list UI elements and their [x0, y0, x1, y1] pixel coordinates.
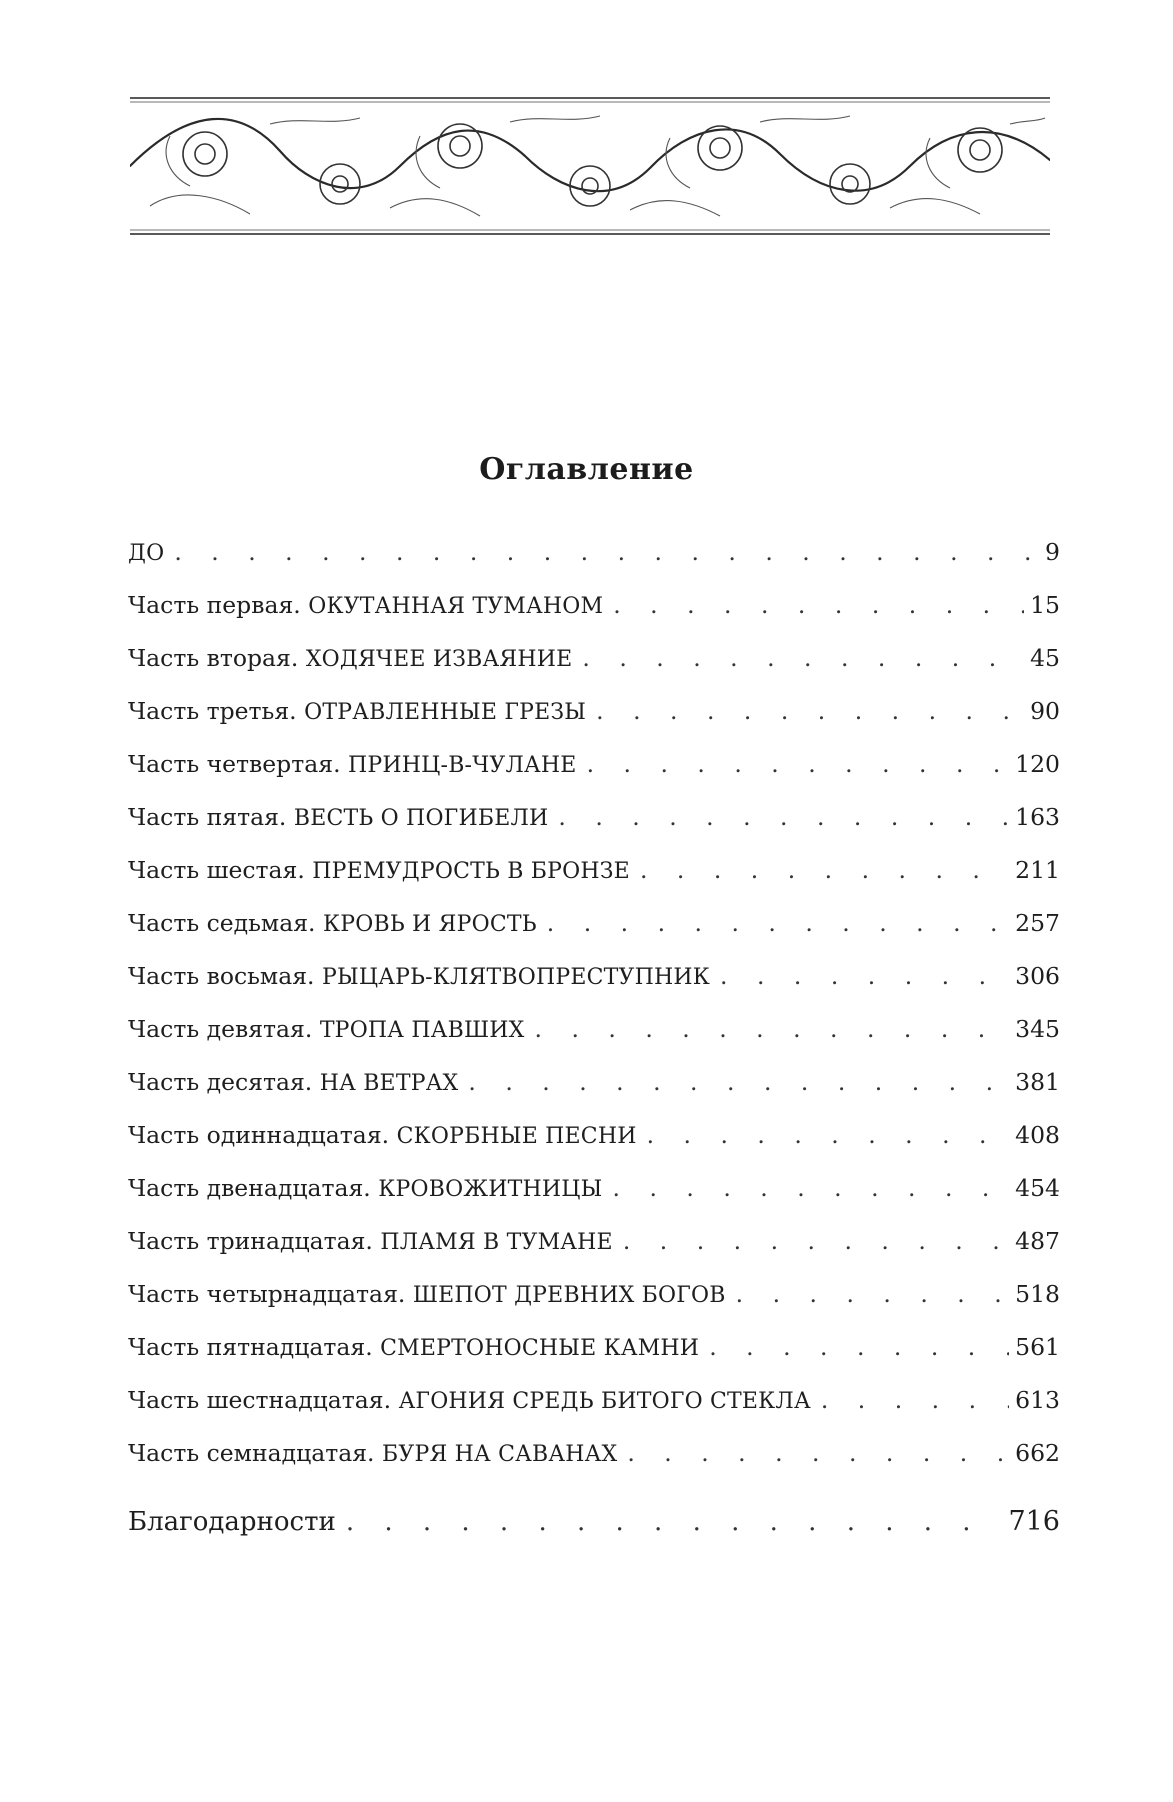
toc-entry[interactable]	[128, 962, 1060, 1015]
toc-entry-title: ШЕПОТ ДРЕВНИХ БОГОВ	[412, 1283, 726, 1308]
dot-leader	[547, 909, 1009, 937]
toc-entry-title: ХОДЯЧЕЕ ИЗВАЯНИЕ	[305, 647, 573, 672]
dot-leader	[346, 1507, 1003, 1537]
toc-entry[interactable]	[128, 538, 1060, 591]
toc-entry-title: СКОРБНЫЕ ПЕСНИ	[396, 1124, 637, 1149]
toc-entry-part: Часть шестая.	[128, 856, 313, 884]
toc-entry-page: 345	[1015, 1015, 1060, 1043]
toc-entry-page: 211	[1015, 856, 1060, 884]
toc-entry-page: 120	[1015, 750, 1060, 778]
dot-leader	[720, 962, 1009, 990]
toc-entry-title: КРОВОЖИТНИЦЫ	[378, 1177, 603, 1202]
toc-entry-label	[128, 644, 572, 672]
toc-entry-part: Часть четвертая.	[128, 750, 349, 778]
toc-entry-part: Часть вторая.	[128, 644, 306, 672]
dot-leader	[647, 1121, 1010, 1149]
toc-entry-label	[128, 697, 586, 725]
toc-entry-page: 9	[1045, 538, 1060, 566]
ornament-header	[130, 96, 1050, 236]
toc-entry-title: НА ВЕТРАХ	[319, 1071, 459, 1096]
dot-leader	[582, 644, 1024, 672]
dot-leader	[821, 1386, 1009, 1414]
table-of-contents	[128, 538, 1060, 1559]
toc-entry-part: Часть семнадцатая.	[128, 1439, 382, 1467]
toc-entry-title: БУРЯ НА САВАНАХ	[382, 1442, 618, 1467]
dot-leader	[558, 803, 1009, 831]
toc-entry-label	[128, 1439, 617, 1467]
toc-entry-label	[128, 591, 603, 619]
toc-entry-title: ДО	[128, 541, 165, 566]
toc-entry-label	[128, 1386, 811, 1414]
toc-entry-part: Часть пятнадцатая.	[128, 1333, 381, 1361]
toc-entry-page: 662	[1015, 1439, 1060, 1467]
toc-entry-label	[128, 1068, 458, 1096]
toc-entry-label	[128, 803, 548, 831]
toc-entry-label	[128, 1333, 699, 1361]
toc-entry-title: СМЕРТОНОСНЫЕ КАМНИ	[380, 1336, 700, 1361]
toc-entry-part: Часть пятая.	[128, 803, 294, 831]
toc-entry[interactable]	[128, 1174, 1060, 1227]
toc-entry[interactable]	[128, 1015, 1060, 1068]
toc-entry-title: ОТРАВЛЕННЫЕ ГРЕЗЫ	[304, 700, 587, 725]
dot-leader	[587, 750, 1010, 778]
dot-leader	[613, 1174, 1010, 1202]
toc-entry[interactable]	[128, 1280, 1060, 1333]
toc-entry-label	[128, 1280, 726, 1308]
toc-entry-label	[128, 856, 630, 884]
toc-entry-page: 716	[1008, 1506, 1060, 1537]
toc-entry-part: Часть восьмая.	[128, 962, 322, 990]
dot-leader	[623, 1227, 1009, 1255]
toc-entry-part: Часть четырнадцатая.	[128, 1280, 413, 1308]
toc-entry-title: ПРИНЦ-В-ЧУЛАНЕ	[348, 753, 577, 778]
toc-entry-label: Благодарности	[128, 1507, 336, 1537]
dot-leader	[736, 1280, 1010, 1308]
dot-leader	[468, 1068, 1009, 1096]
toc-entry[interactable]	[128, 697, 1060, 750]
toc-entry-part: Часть седьмая.	[128, 909, 323, 937]
toc-entry-part: Часть первая.	[128, 591, 309, 619]
baroque-scroll-frieze-icon	[130, 96, 1050, 236]
toc-entry-label	[128, 538, 164, 566]
toc-entry-label	[128, 1015, 525, 1043]
toc-entry-part: Часть двенадцатая.	[128, 1174, 379, 1202]
dot-leader	[596, 697, 1024, 725]
toc-entry-page: 15	[1030, 591, 1060, 619]
toc-entry[interactable]	[128, 1227, 1060, 1280]
toc-entry-page: 518	[1015, 1280, 1060, 1308]
toc-entry[interactable]	[128, 750, 1060, 803]
toc-entry-label	[128, 1121, 637, 1149]
toc-entry-page: 561	[1015, 1333, 1060, 1361]
toc-entry-title: РЫЦАРЬ-КЛЯТВОПРЕСТУПНИК	[322, 965, 711, 990]
toc-entry-label	[128, 909, 537, 937]
toc-entry-title: КРОВЬ И ЯРОСТЬ	[323, 912, 537, 937]
toc-entry[interactable]	[128, 1068, 1060, 1121]
dot-leader	[709, 1333, 1009, 1361]
toc-entry-title: ОКУТАННАЯ ТУМАНОМ	[308, 594, 604, 619]
toc-entry-page: 90	[1030, 697, 1060, 725]
toc-entry[interactable]	[128, 591, 1060, 644]
toc-entry-page: 408	[1015, 1121, 1060, 1149]
toc-entry-acknowledgements[interactable]	[128, 1506, 1060, 1559]
toc-entry-label	[128, 750, 577, 778]
toc-entry-title: ПЛАМЯ В ТУМАНЕ	[380, 1230, 613, 1255]
toc-entry-label	[128, 1174, 603, 1202]
toc-entry-page: 163	[1015, 803, 1060, 831]
toc-entry-page: 613	[1015, 1386, 1060, 1414]
dot-leader	[535, 1015, 1010, 1043]
toc-entry-part: Часть третья.	[128, 697, 305, 725]
toc-entry-page: 257	[1015, 909, 1060, 937]
toc-entry[interactable]	[128, 909, 1060, 962]
toc-entry-part: Часть одиннадцатая.	[128, 1121, 397, 1149]
toc-entry[interactable]	[128, 1333, 1060, 1386]
toc-entry[interactable]	[128, 856, 1060, 909]
toc-entry[interactable]	[128, 1121, 1060, 1174]
toc-entry[interactable]	[128, 803, 1060, 856]
toc-entry-label	[128, 962, 710, 990]
toc-entry[interactable]	[128, 1386, 1060, 1439]
toc-entry-page: 45	[1030, 644, 1060, 672]
toc-entry-title: АГОНИЯ СРЕДЬ БИТОГО СТЕКЛА	[398, 1389, 811, 1414]
dot-leader	[627, 1439, 1009, 1467]
toc-entry-page: 381	[1015, 1068, 1060, 1096]
toc-entry-title: ТРОПА ПАВШИХ	[319, 1018, 525, 1043]
toc-entry[interactable]	[128, 644, 1060, 697]
toc-entry-part: Часть девятая.	[128, 1015, 320, 1043]
toc-entry-label	[128, 1227, 613, 1255]
toc-entry-title: ВЕСТЬ О ПОГИБЕЛИ	[293, 806, 549, 831]
toc-entry-part: Часть десятая.	[128, 1068, 320, 1096]
toc-entry-title: ПРЕМУДРОСТЬ В БРОНЗЕ	[312, 859, 630, 884]
toc-entry-part: Часть тринадцатая.	[128, 1227, 381, 1255]
dot-leader	[174, 538, 1039, 566]
toc-entry-part: Часть шестнадцатая.	[128, 1386, 399, 1414]
dot-leader	[640, 856, 1009, 884]
toc-entry-page: 454	[1015, 1174, 1060, 1202]
dot-leader	[613, 591, 1024, 619]
toc-spacer	[128, 1492, 1060, 1506]
toc-entry-page: 306	[1015, 962, 1060, 990]
toc-entry[interactable]	[128, 1439, 1060, 1492]
page-title: Оглавление	[479, 452, 694, 487]
toc-entry-page: 487	[1015, 1227, 1060, 1255]
